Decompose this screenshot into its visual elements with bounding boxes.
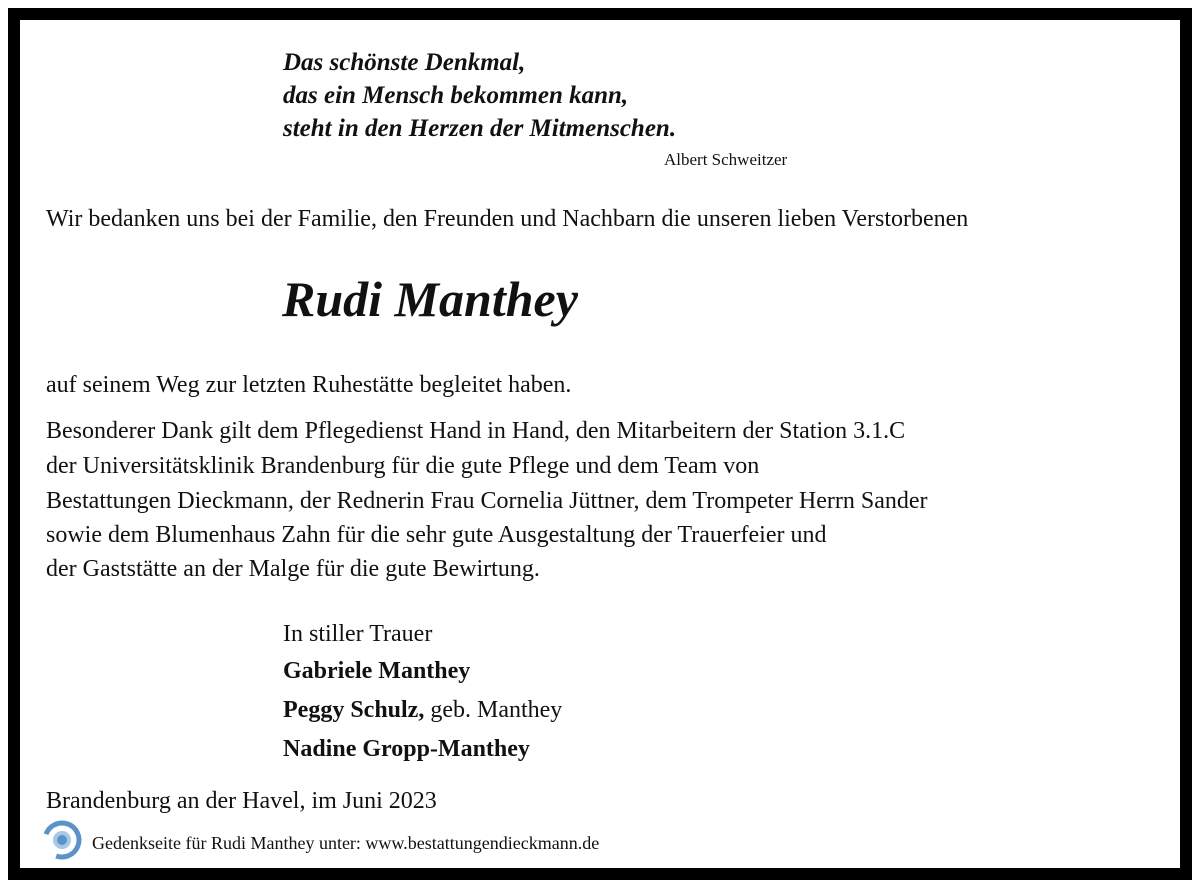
thanks-line-4: sowie dem Blumenhaus Zahn für die sehr gute Ausgestaltung der Trauerfeier und bbox=[46, 522, 827, 548]
mourner-2-birthname: geb. Manthey bbox=[424, 697, 563, 723]
quote-line-1: Das schönste Denkmal, bbox=[283, 49, 526, 76]
deceased-name: Rudi Manthey bbox=[282, 271, 578, 327]
thanks-line-5: der Gaststätte an der Malge für die gute Bewirtung. bbox=[46, 556, 540, 582]
thanks-line-3: Bestattungen Dieckmann, der Rednerin Frau Cornelia Jüttner, dem Trompeter Herrn Sander bbox=[46, 488, 928, 514]
mourner-3-name: Nadine Gropp-Manthey bbox=[283, 736, 530, 762]
place-date: Brandenburg an der Havel, im Juni 2023 bbox=[46, 788, 437, 814]
mourner-2 bbox=[283, 691, 562, 730]
intro-text: Wir bedanken uns bei der Familie, den Freunden und Nachbarn die unseren lieben Verstorbenen bbox=[46, 206, 969, 232]
memorial-page-footer: Gedenkseite für Rudi Manthey unter: www.bestattungendieckmann.de bbox=[92, 833, 600, 853]
mourning-heading: In stiller Trauer bbox=[283, 621, 433, 647]
quote-line-3: steht in den Herzen der Mitmenschen. bbox=[283, 115, 677, 142]
thanks-line-1: Besonderer Dank gilt dem Pflegedienst Hand in Hand, den Mitarbeitern der Station 3.1.C bbox=[46, 418, 906, 444]
mourner-2-name: Peggy Schulz, bbox=[283, 697, 425, 723]
funeral-home-logo-icon bbox=[40, 818, 84, 862]
quote-line-2: das ein Mensch bekommen kann, bbox=[283, 82, 629, 109]
mourner-3 bbox=[283, 730, 530, 769]
quote-author: Albert Schweitzer bbox=[664, 150, 788, 169]
mourner-1 bbox=[283, 652, 470, 691]
after-name-text: auf seinem Weg zur letzten Ruhestätte begleitet haben. bbox=[46, 372, 572, 398]
thanks-line-2: der Universitätsklinik Brandenburg für die gute Pflege und dem Team von bbox=[46, 453, 760, 479]
mourner-1-name: Gabriele Manthey bbox=[283, 658, 471, 684]
